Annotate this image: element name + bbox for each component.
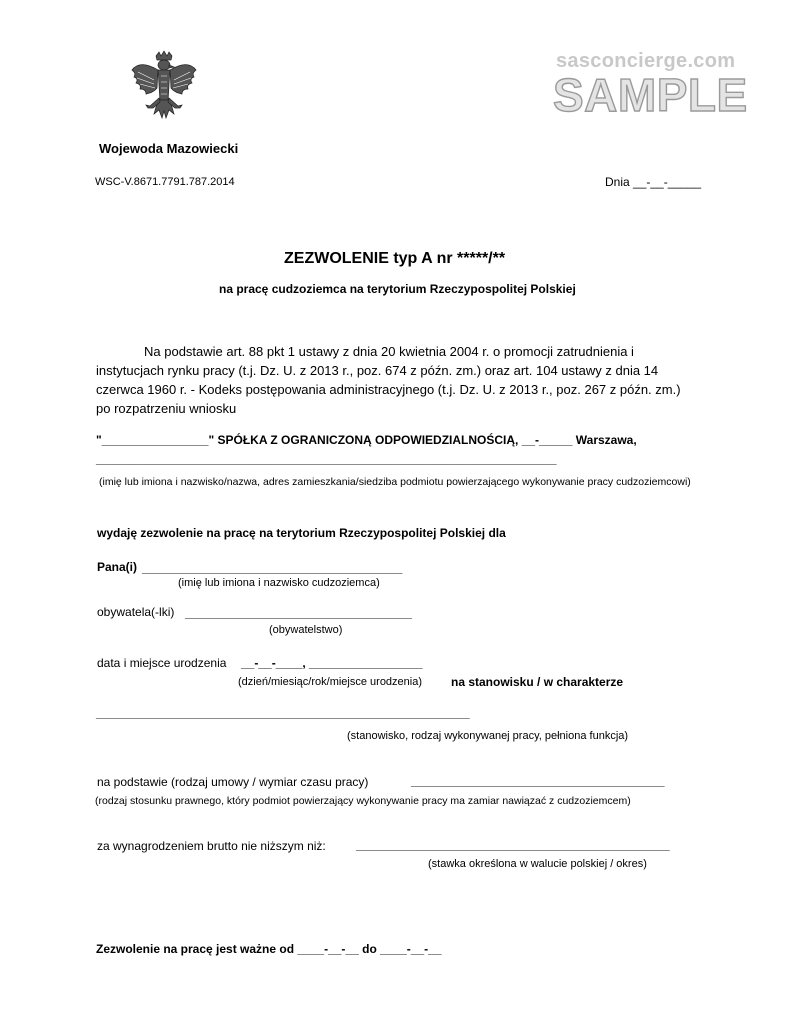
- document-title: ZEZWOLENIE typ A nr *****/**: [284, 250, 506, 267]
- issue-date: Dnia __-__-_____: [605, 175, 702, 189]
- legal-basis-line-2: instytucjach rynku pracy (t.j. Dz. U. z 2013 r., poz. 674 z późn. zm.) oraz art. 104 ustawy z dnia 14: [96, 363, 659, 378]
- position-label: na stanowisku / w charakterze: [451, 675, 624, 689]
- employer-caption: (imię lub imiona i nazwisko/nazwa, adres zamieszkania/siedziba podmiotu powierzającego wykonywanie pracy cudzoziemcowi): [99, 476, 691, 488]
- grant-statement: wydaję zezwolenie na pracę na terytorium Rzeczypospolitej Polskiej dla: [97, 526, 506, 540]
- birth-field: __-__-____, _________________: [241, 656, 423, 670]
- position-field: ________________________________________________________: [96, 706, 470, 720]
- foreigner-name-field: _______________________________________: [142, 561, 403, 575]
- birth-label: data i miejsce urodzenia: [97, 656, 227, 670]
- validity-statement: Zezwolenie na pracę jest ważne od ____-__-__ do ____-__-__: [96, 942, 442, 956]
- document-subtitle: na pracę cudzoziemca na terytorium Rzeczypospolitej Polskiej: [219, 282, 576, 296]
- birth-caption: (dzień/miesiąc/rok/miejsce urodzenia): [238, 676, 423, 688]
- legal-basis-line-3: czerwca 1960 r. - Kodeks postępowania administracyjnego (t.j. Dz. U. z 2013 r., poz. 267 z późn. zm.): [96, 382, 681, 397]
- salary-caption: (stawka określona w walucie polskiej / okres): [428, 858, 647, 870]
- employer-blank: _____________________________________________________________________: [96, 452, 557, 466]
- citizenship-field: __________________________________: [185, 606, 412, 620]
- salary-label: za wynagrodzeniem brutto nie niższym niż:: [97, 839, 326, 853]
- watermark-site: sasconcierge.com: [556, 50, 736, 72]
- contract-label: na podstawie (rodzaj umowy / wymiar czasu pracy): [97, 775, 369, 789]
- foreigner-name-caption: (imię lub imiona i nazwisko cudzoziemca): [178, 577, 380, 589]
- citizenship-caption: (obywatelstwo): [269, 624, 343, 636]
- foreigner-name-label: Pana(i): [97, 560, 138, 574]
- watermark-sample: SAMPLE: [553, 69, 748, 121]
- legal-basis-line-1: Na podstawie art. 88 pkt 1 ustawy z dnia 20 kwietnia 2004 r. o promocji zatrudnienia i: [144, 344, 634, 359]
- contract-field: ______________________________________: [411, 774, 665, 788]
- employer-line: "________________" SPÓŁKA Z OGRANICZONĄ ODPOWIEDZIALNOŚCIĄ, __-_____ Warszawa,: [96, 433, 637, 447]
- legal-basis-line-4: po rozpatrzeniu wniosku: [96, 401, 237, 416]
- contract-caption: (rodzaj stosunku prawnego, który podmiot powierzający wykonywanie pracy ma zamiar nawiązać z cudzoziemcem): [95, 795, 631, 807]
- reference-number: WSC-V.8671.7791.787.2014: [95, 176, 235, 188]
- authority-name: Wojewoda Mazowiecki: [99, 141, 239, 156]
- white-eagle-coat-of-arms-icon: [128, 50, 200, 128]
- citizenship-label: obywatela(-lki): [97, 605, 175, 619]
- salary-field: _______________________________________________: [356, 838, 670, 852]
- position-caption: (stanowisko, rodzaj wykonywanej pracy, pełniona funkcja): [347, 730, 629, 742]
